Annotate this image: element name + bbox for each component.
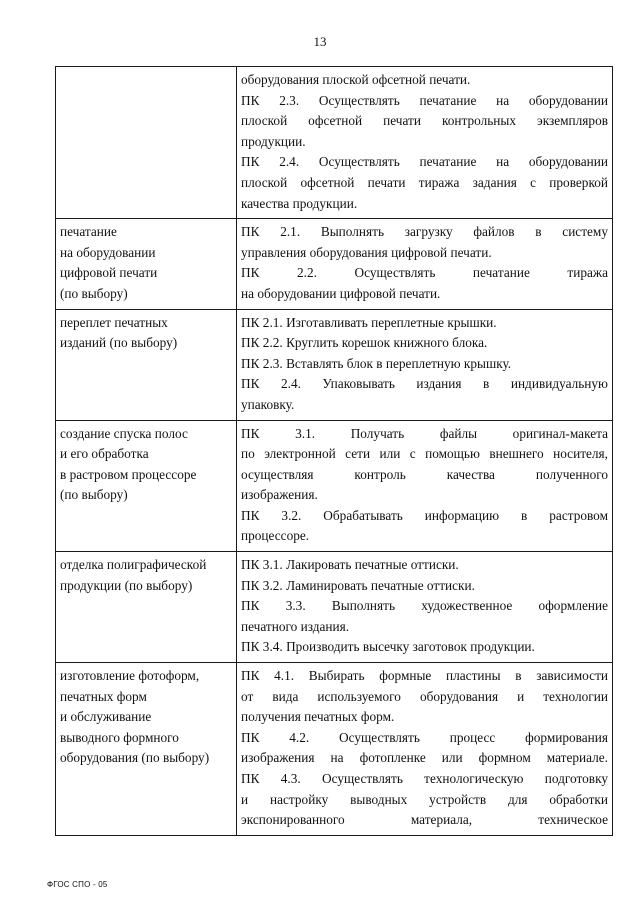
activity-line: изданий (по выбору) — [60, 335, 178, 351]
competency-line: ПК 2.2. Круглить корешок книжного блока. — [241, 335, 488, 351]
competency-line: ПК 2.1. Выполнять загрузку файлов в систему — [241, 224, 608, 240]
activity-line: оборудования (по выбору) — [60, 750, 210, 766]
page-number: 13 — [313, 34, 327, 49]
table-row — [56, 420, 613, 552]
competency-line: плоской офсетной печати тиража задания с проверкой — [241, 174, 608, 190]
activity-line: и обслуживание — [60, 709, 152, 725]
competency-line: ПК 3.1. Получать файлы оригинал-макета — [241, 425, 608, 441]
activity-cell — [56, 552, 237, 663]
competency-line: ПК 2.4. Упаковывать издания в индивидуальную — [241, 376, 608, 392]
activity-line: переплет печатных — [60, 314, 168, 330]
competency-line: ПК 3.2. Ламинировать печатные оттиски. — [241, 577, 475, 593]
activity-cell — [56, 67, 237, 219]
table-body — [56, 67, 613, 836]
competency-line: осуществляя контроль качества полученного — [241, 466, 608, 482]
table-row — [56, 219, 613, 309]
competencies-table — [55, 66, 613, 836]
competency-line: ПК 4.1. Выбирать формные пластины в зависимости — [241, 668, 608, 684]
competency-line: ПК 2.4. Осуществлять печатание на оборудовании — [241, 154, 608, 170]
competency-line: печатного издания. — [241, 618, 350, 634]
competency-line: ПК 2.2. Осуществлять печатание тиража — [241, 265, 608, 281]
activity-line: отделка полиграфической — [60, 557, 207, 573]
table-row — [56, 309, 613, 420]
activity-line: (по выбору) — [60, 487, 128, 503]
competency-line: ПК 3.2. Обрабатывать информацию в растровом — [241, 507, 608, 523]
competency-line: ПК 2.3. Вставлять блок в переплетную крышку. — [241, 355, 512, 371]
activity-line: создание спуска полос — [60, 425, 188, 441]
activity-line: печатных форм — [60, 688, 147, 704]
table-row — [56, 552, 613, 663]
competency-cell — [237, 219, 613, 309]
competency-cell — [237, 552, 613, 663]
competency-line: оборудования плоской офсетной печати. — [241, 72, 471, 87]
competency-line: на оборудовании цифровой печати. — [241, 285, 441, 301]
competency-cell — [237, 420, 613, 552]
competency-line: от вида используемого оборудования и технологии — [241, 688, 608, 704]
competency-line: ПК 2.1. Изготавливать переплетные крышки. — [241, 314, 497, 330]
competency-line: ПК 4.2. Осуществлять процесс формирования — [241, 729, 608, 745]
competency-line: изображения на фотопленке или формном материале. — [241, 750, 608, 766]
table-row — [56, 67, 613, 219]
competency-line: ПК 2.3. Осуществлять печатание на оборудовании — [241, 92, 608, 108]
competency-cell — [237, 309, 613, 420]
competency-line: ПК 3.1. Лакировать печатные оттиски. — [241, 557, 459, 573]
competency-cell — [237, 663, 613, 836]
competency-line: ПК 3.4. Производить высечку заготовок продукции. — [241, 639, 535, 655]
competency-line: изображения. — [241, 487, 318, 503]
competency-line: ПК 3.3. Выполнять художественное оформление — [241, 598, 608, 614]
activity-line: печатание — [60, 224, 117, 240]
competency-line: ПК 4.3. Осуществлять технологическую подготовку — [241, 771, 608, 786]
competency-line: экспонированного материала, техническое — [241, 812, 608, 828]
competency-line: качества продукции. — [241, 195, 358, 211]
competency-line: получения печатных форм. — [241, 709, 395, 725]
competency-cell — [237, 67, 613, 219]
competency-line: по электронной сети или с помощью внешнего носителя, — [241, 446, 608, 462]
activity-line: и его обработка — [60, 446, 149, 462]
competency-line: процессоре. — [241, 528, 310, 544]
competency-line: управления оборудования цифровой печати. — [241, 244, 492, 260]
activity-cell — [56, 420, 237, 552]
activity-cell — [56, 219, 237, 309]
footer-label: ФГОС СПО - 05 — [47, 880, 108, 889]
competency-line: упаковку. — [241, 396, 295, 412]
activity-line: на оборудовании — [60, 244, 156, 260]
competency-line: плоской офсетной печати контрольных экземпляров — [241, 113, 608, 129]
activity-cell — [56, 663, 237, 836]
activity-line: выводного формного — [60, 729, 179, 745]
competency-line: и настройку выводных устройств для обработки — [241, 791, 608, 807]
activity-cell — [56, 309, 237, 420]
activity-line: в растровом процессоре — [60, 466, 197, 482]
table-row — [56, 663, 613, 836]
activity-line: (по выбору) — [60, 285, 128, 301]
activity-line: изготовление фотоформ, — [60, 668, 200, 684]
activity-line: продукции (по выбору) — [60, 577, 193, 593]
competency-line: продукции. — [241, 133, 306, 149]
activity-line: цифровой печати — [60, 265, 158, 281]
